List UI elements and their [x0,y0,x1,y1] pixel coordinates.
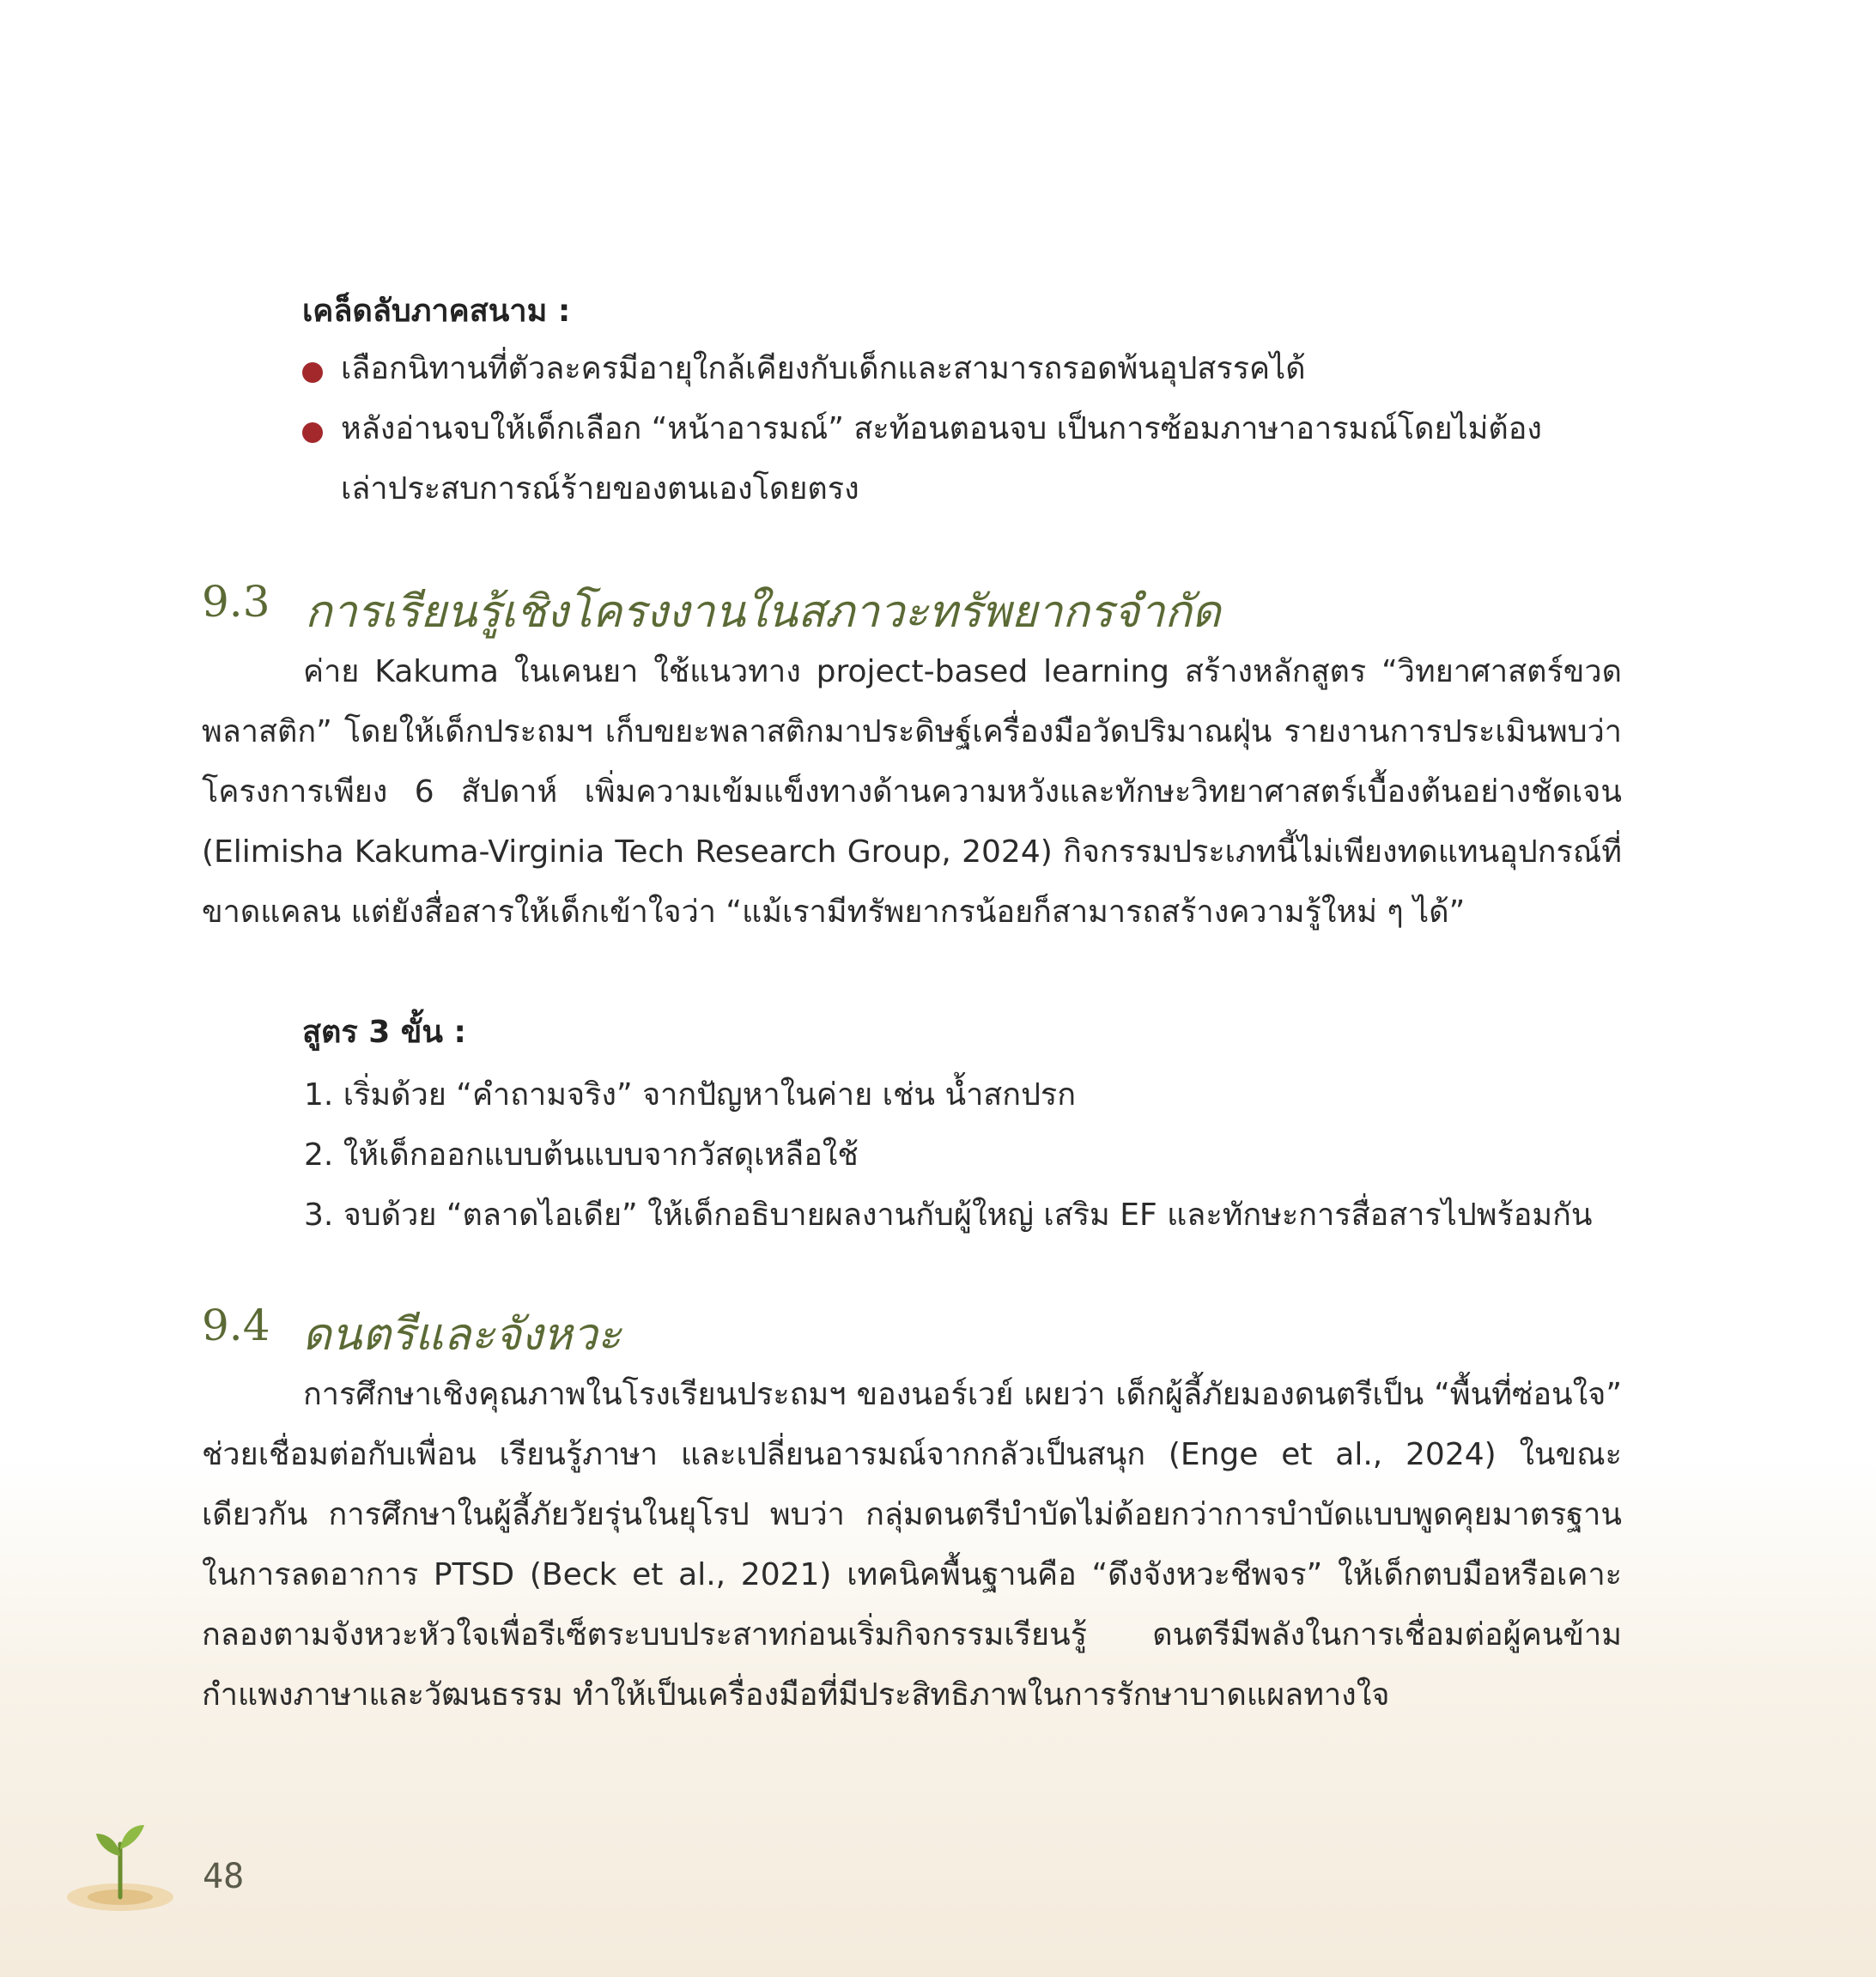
bullet-dot-icon [302,422,323,443]
formula-step-1: 1. เริ่มด้วย “คำถามจริง” จากปัญหาในค่าย เช่น น้ำสกปรก [304,1077,1077,1113]
sprout-icon [60,1811,180,1914]
section-9-3-paragraph [202,642,1622,943]
formula-title: สูตร 3 ขั้น : [302,1015,466,1050]
tips-bullet-1: เลือกนิทานที่ตัวละครมีอายุใกล้เคียงกับเด็กและสามารถรอดพ้นอุปสรรคได้ [341,351,1306,386]
page-number: 48 [203,1857,245,1896]
section-9-4-title: ดนตรีและจังหวะ [302,1309,622,1361]
tips-bullet-2-continued: เล่าประสบการณ์ร้ายของตนเองโดยตรง [341,471,859,506]
bullet-dot-icon [302,362,323,383]
section-9-3-paragraph-text: ค่าย Kakuma ในเคนยา ใช้แนวทาง project-based learning สร้างหลักสูตร “วิทยาศาสตร์ขวดพลาสติก” โดยให้เด็กประถมฯ เก็บขยะพลาสติกมาประดิษฐ์เครื่องมือวัดปริมาณฝุ่น รายงานการประเมินพบว่า โครงการเพียง 6 สัปดาห์ เพิ่มความเข้มแข็งทางด้านความหวังและทักษะวิทยาศาสตร์เบื้องต้นอย่างชัดเจน (Elimisha Kakuma-Virginia Tech Research Group, 2024) กิจกรรมประเภทนี้ไม่เพียงทดแทนอุปกรณ์ที่ขาดแคลน แต่ยังสื่อสารให้เด็กเข้าใจว่า “แม้เรามีทรัพยากรน้อยก็สามารถสร้างความรู้ใหม่ ๆ ได้” [202,654,1622,930]
section-9-4-paragraph [202,1365,1622,1725]
section-9-4-paragraph-text: การศึกษาเชิงคุณภาพในโรงเรียนประถมฯ ของนอร์เวย์ เผยว่า เด็กผู้ลี้ภัยมองดนตรีเป็น “พื้นที่ซ่อนใจ” ช่วยเชื่อมต่อกับเพื่อน เรียนรู้ภาษา และเปลี่ยนอารมณ์จากกลัวเป็นสนุก (Enge et al., 2024) ในขณะเดียวกัน การศึกษาในผู้ลี้ภัยวัยรุ่นในยุโรป พบว่า กลุ่มดนตรีบำบัดไม่ด้อยกว่าการบำบัดแบบพูดคุยมาตรฐานในการลดอาการ PTSD (Beck et al., 2021) เทคนิคพื้นฐานคือ “ดึงจังหวะชีพจร” ให้เด็กตบมือหรือเคาะกลองตามจังหวะหัวใจเพื่อรีเซ็ตระบบประสาทก่อนเริ่มกิจกรรมเรียนรู้ ดนตรีมีพลังในการเชื่อมต่อผู้คนข้ามกำแพงภาษาและวัฒนธรรม ทำให้เป็นเครื่องมือที่มีประสิทธิภาพในการรักษาบาดแผลทางใจ [202,1377,1622,1713]
section-9-4-number: 9.4 [202,1301,270,1350]
formula-step-3: 3. จบด้วย “ตลาดไอเดีย” ให้เด็กอธิบายผลงานกับผู้ใหญ่ เสริม EF และทักษะการสื่อสารไปพร้อมกัน [304,1198,1593,1233]
section-9-3-number: 9.3 [202,577,270,627]
section-9-3-title: การเรียนรู้เชิงโครงงานในสภาวะทรัพยากรจำกัด [305,586,1221,638]
formula-step-2: 2. ให้เด็กออกแบบต้นแบบจากวัสดุเหลือใช้ [304,1137,859,1173]
tips-heading: เคล็ดลับภาคสนาม : [302,294,571,329]
tips-bullet-2: หลังอ่านจบให้เด็กเลือก “หน้าอารมณ์” สะท้อนตอนจบ เป็นการซ้อมภาษาอารมณ์โดยไม่ต้อง [341,411,1542,446]
